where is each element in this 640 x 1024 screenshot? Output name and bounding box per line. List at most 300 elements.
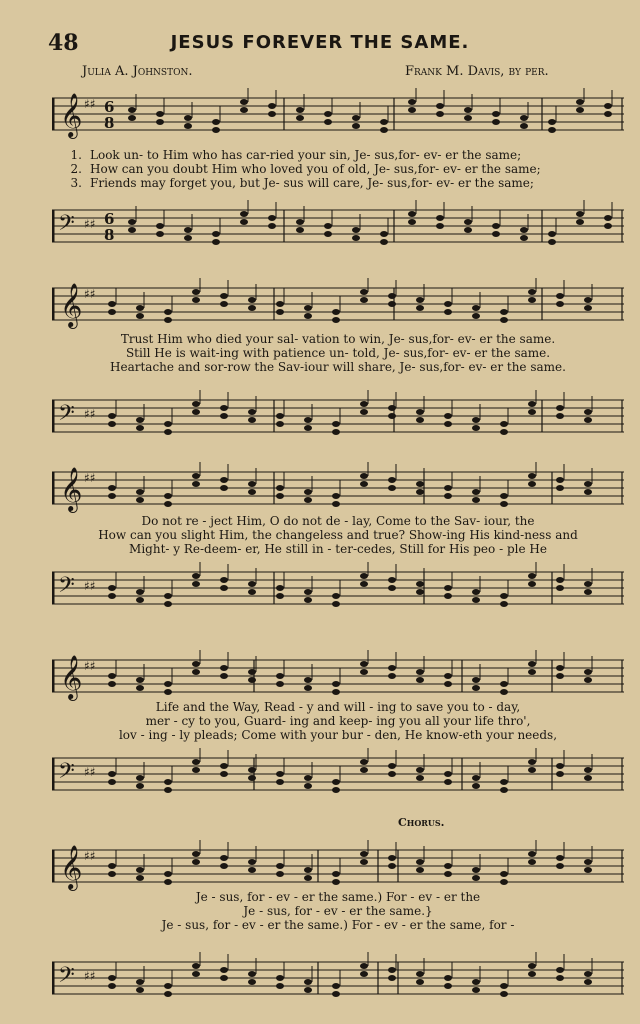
note-head xyxy=(248,489,256,495)
note-head xyxy=(164,317,172,323)
lyric-text: Life and the Way, Read - y and will - ing to save you to - day, xyxy=(155,700,521,714)
note-head xyxy=(220,763,228,769)
note-head xyxy=(416,669,424,675)
note-head xyxy=(192,297,200,303)
note-head xyxy=(276,421,284,427)
note-head xyxy=(416,305,424,311)
note-head xyxy=(108,863,116,869)
note-head xyxy=(556,405,564,411)
treble-staff xyxy=(52,278,624,338)
note-head xyxy=(220,975,228,981)
note-head xyxy=(268,111,276,117)
note-head xyxy=(220,413,228,419)
note-head xyxy=(192,661,200,667)
note-head xyxy=(304,987,312,993)
note-head xyxy=(500,593,508,599)
note-head xyxy=(164,601,172,607)
note-head xyxy=(472,313,480,319)
sharp-icon: ♯♯ xyxy=(84,217,96,231)
note-head xyxy=(556,673,564,679)
lyric-text: Look un- to Him who has car-ried your sin, Je- sus,for- ev- er the same; xyxy=(90,148,522,162)
note-head xyxy=(528,573,536,579)
note-head xyxy=(156,119,164,125)
bass-staff xyxy=(52,390,624,450)
note-head xyxy=(472,685,480,691)
note-head xyxy=(108,871,116,877)
note-head xyxy=(556,863,564,869)
treble-clef-icon: 𝄞 xyxy=(60,845,83,889)
note-head xyxy=(192,759,200,765)
bass-clef-icon: 𝄢 xyxy=(58,963,75,993)
time-signature-icon: 8 xyxy=(104,226,115,244)
note-head xyxy=(416,409,424,415)
note-head xyxy=(220,967,228,973)
note-head xyxy=(548,127,556,133)
note-head xyxy=(192,971,200,977)
note-head xyxy=(332,429,340,435)
note-head xyxy=(136,867,144,873)
note-head xyxy=(136,313,144,319)
note-head xyxy=(492,111,500,117)
note-head xyxy=(500,991,508,997)
note-head xyxy=(220,673,228,679)
lyric-text: Do not re - ject Him, O do not de - lay, Come to the Sav- iour, the xyxy=(141,514,535,528)
verse-number: 2. xyxy=(70,162,82,176)
time-signature-icon: 6 xyxy=(104,210,115,228)
note-head xyxy=(388,673,396,679)
note-head xyxy=(268,103,276,109)
note-head xyxy=(436,223,444,229)
note-head xyxy=(436,215,444,221)
note-head xyxy=(156,231,164,237)
note-head xyxy=(584,489,592,495)
note-head xyxy=(268,215,276,221)
note-head xyxy=(136,305,144,311)
note-head xyxy=(136,979,144,985)
note-head xyxy=(276,585,284,591)
note-head xyxy=(444,863,452,869)
note-head xyxy=(164,879,172,885)
note-head xyxy=(528,661,536,667)
note-head xyxy=(584,305,592,311)
note-head xyxy=(332,601,340,607)
note-head xyxy=(360,297,368,303)
note-head xyxy=(108,681,116,687)
note-head xyxy=(576,219,584,225)
bass-staff xyxy=(52,200,624,260)
note-head xyxy=(248,677,256,683)
note-head xyxy=(296,115,304,121)
note-head xyxy=(556,577,564,583)
note-head xyxy=(332,879,340,885)
note-head xyxy=(248,775,256,781)
note-head xyxy=(164,501,172,507)
note-head xyxy=(276,975,284,981)
note-head xyxy=(248,297,256,303)
note-head xyxy=(528,401,536,407)
note-head xyxy=(388,855,396,861)
note-head xyxy=(444,585,452,591)
note-head xyxy=(576,211,584,217)
note-head xyxy=(304,867,312,873)
note-head xyxy=(192,767,200,773)
note-head xyxy=(108,493,116,499)
note-head xyxy=(416,677,424,683)
note-head xyxy=(248,867,256,873)
treble-clef-icon: 𝄞 xyxy=(60,655,83,699)
note-head xyxy=(360,401,368,407)
note-head xyxy=(164,871,172,877)
bass-clef-icon: 𝄢 xyxy=(58,573,75,603)
note-head xyxy=(164,493,172,499)
note-head xyxy=(220,855,228,861)
note-head xyxy=(248,481,256,487)
note-head xyxy=(304,425,312,431)
note-head xyxy=(604,111,612,117)
note-head xyxy=(388,967,396,973)
note-head xyxy=(108,593,116,599)
note-head xyxy=(500,493,508,499)
note-head xyxy=(416,971,424,977)
note-head xyxy=(584,971,592,977)
note-head xyxy=(472,417,480,423)
note-head xyxy=(240,107,248,113)
note-head xyxy=(332,871,340,877)
note-head xyxy=(192,401,200,407)
note-head xyxy=(584,297,592,303)
note-head xyxy=(472,783,480,789)
note-head xyxy=(352,115,360,121)
note-head xyxy=(388,477,396,483)
note-head xyxy=(212,231,220,237)
note-head xyxy=(528,767,536,773)
note-head xyxy=(332,317,340,323)
note-head xyxy=(472,875,480,881)
note-head xyxy=(304,489,312,495)
note-head xyxy=(528,581,536,587)
chorus-label: Chorus. xyxy=(398,816,445,829)
note-head xyxy=(388,771,396,777)
note-head xyxy=(136,685,144,691)
note-head xyxy=(604,103,612,109)
note-head xyxy=(276,863,284,869)
note-head xyxy=(388,293,396,299)
note-head xyxy=(500,787,508,793)
note-head xyxy=(556,413,564,419)
note-head xyxy=(304,783,312,789)
page-number: 48 xyxy=(48,30,79,56)
note-head xyxy=(528,669,536,675)
note-head xyxy=(360,971,368,977)
note-head xyxy=(276,493,284,499)
note-head xyxy=(528,851,536,857)
note-head xyxy=(332,681,340,687)
note-head xyxy=(164,689,172,695)
note-head xyxy=(556,477,564,483)
lyric-text: Je - sus, for - ev - er the same.) For - ev - er the same, for - xyxy=(161,918,515,932)
note-head xyxy=(436,103,444,109)
note-head xyxy=(192,851,200,857)
note-head xyxy=(500,429,508,435)
note-head xyxy=(136,677,144,683)
note-head xyxy=(444,421,452,427)
note-head xyxy=(584,409,592,415)
note-head xyxy=(184,227,192,233)
lyricist-credit: Julia A. Johnston. xyxy=(82,64,193,79)
note-head xyxy=(408,107,416,113)
note-head xyxy=(388,301,396,307)
note-head xyxy=(248,409,256,415)
note-head xyxy=(360,661,368,667)
sharp-icon: ♯♯ xyxy=(84,659,96,673)
note-head xyxy=(304,677,312,683)
note-head xyxy=(444,871,452,877)
note-head xyxy=(584,867,592,873)
note-head xyxy=(576,99,584,105)
treble-clef-icon: 𝄞 xyxy=(60,467,83,511)
note-head xyxy=(584,767,592,773)
note-head xyxy=(360,669,368,675)
lyric-text: lov - ing - ly pleads; Come with your bur - den, He know-eth your needs, xyxy=(118,728,558,742)
lyric-text: Heartache and sor-row the Sav-iour will share, Je- sus,for- ev- er the same. xyxy=(110,360,566,374)
note-head xyxy=(444,485,452,491)
time-signature-icon: 6 xyxy=(104,98,115,116)
note-head xyxy=(276,779,284,785)
note-head xyxy=(220,301,228,307)
sharp-icon: ♯♯ xyxy=(84,849,96,863)
sharp-icon: ♯♯ xyxy=(84,287,96,301)
note-head xyxy=(164,779,172,785)
note-head xyxy=(528,971,536,977)
note-head xyxy=(500,421,508,427)
note-head xyxy=(464,115,472,121)
sharp-icon: ♯♯ xyxy=(84,97,96,111)
note-head xyxy=(164,983,172,989)
note-head xyxy=(324,119,332,125)
note-head xyxy=(548,119,556,125)
note-head xyxy=(604,223,612,229)
note-head xyxy=(108,983,116,989)
note-head xyxy=(556,665,564,671)
note-head xyxy=(304,979,312,985)
treble-staff xyxy=(52,462,624,522)
note-head xyxy=(276,309,284,315)
note-head xyxy=(332,421,340,427)
note-head xyxy=(380,119,388,125)
note-head xyxy=(584,979,592,985)
note-head xyxy=(248,581,256,587)
bass-clef-icon: 𝄢 xyxy=(58,759,75,789)
note-head xyxy=(248,417,256,423)
note-head xyxy=(220,477,228,483)
note-head xyxy=(472,597,480,603)
note-head xyxy=(380,231,388,237)
note-head xyxy=(332,309,340,315)
note-head xyxy=(220,665,228,671)
note-head xyxy=(388,763,396,769)
lyric-text: How can you slight Him, the changeless and true? Show-ing His kind-ness and xyxy=(98,528,578,542)
note-head xyxy=(492,231,500,237)
note-head xyxy=(360,963,368,969)
note-head xyxy=(136,597,144,603)
note-head xyxy=(444,413,452,419)
note-head xyxy=(388,413,396,419)
note-head xyxy=(492,223,500,229)
note-head xyxy=(556,855,564,861)
note-head xyxy=(520,235,528,241)
note-head xyxy=(416,867,424,873)
note-head xyxy=(248,305,256,311)
sharp-icon: ♯♯ xyxy=(84,579,96,593)
note-head xyxy=(276,681,284,687)
note-head xyxy=(184,115,192,121)
note-head xyxy=(408,99,416,105)
note-head xyxy=(324,111,332,117)
note-head xyxy=(388,975,396,981)
note-head xyxy=(192,409,200,415)
note-head xyxy=(436,111,444,117)
note-head xyxy=(164,681,172,687)
note-head xyxy=(276,593,284,599)
note-head xyxy=(164,991,172,997)
note-head xyxy=(360,767,368,773)
note-head xyxy=(128,227,136,233)
lyric-text: Trust Him who died your sal- vation to win, Je- sus,for- ev- er the same. xyxy=(120,332,556,346)
note-head xyxy=(472,979,480,985)
note-head xyxy=(108,673,116,679)
note-head xyxy=(556,967,564,973)
note-head xyxy=(164,593,172,599)
note-head xyxy=(360,573,368,579)
note-head xyxy=(520,123,528,129)
sharp-icon: ♯♯ xyxy=(84,969,96,983)
note-head xyxy=(276,983,284,989)
note-head xyxy=(184,235,192,241)
note-head xyxy=(416,489,424,495)
note-head xyxy=(108,301,116,307)
note-head xyxy=(220,293,228,299)
note-head xyxy=(212,127,220,133)
note-head xyxy=(128,115,136,121)
note-head xyxy=(388,577,396,583)
note-head xyxy=(332,787,340,793)
lyric-text: How can you doubt Him who loved you of old, Je- sus,for- ev- er the same; xyxy=(90,162,541,176)
note-head xyxy=(324,231,332,237)
note-head xyxy=(444,681,452,687)
lyric-text: Still He is wait-ing with patience un- told, Je- sus,for- ev- er the same. xyxy=(125,346,551,360)
note-head xyxy=(472,305,480,311)
lyric-text: Might- y Re-deem- er, He still in - ter-cedes, Still for His peo - ple He xyxy=(129,542,547,556)
note-head xyxy=(296,107,304,113)
note-head xyxy=(240,219,248,225)
note-head xyxy=(556,293,564,299)
note-head xyxy=(108,779,116,785)
note-head xyxy=(304,305,312,311)
note-head xyxy=(584,417,592,423)
note-head xyxy=(464,107,472,113)
note-head xyxy=(332,593,340,599)
note-head xyxy=(528,859,536,865)
note-head xyxy=(556,585,564,591)
note-head xyxy=(164,429,172,435)
treble-clef-icon: 𝄞 xyxy=(60,283,83,327)
note-head xyxy=(388,485,396,491)
note-head xyxy=(528,409,536,415)
note-head xyxy=(604,215,612,221)
note-head xyxy=(584,677,592,683)
note-head xyxy=(108,421,116,427)
note-head xyxy=(220,863,228,869)
note-head xyxy=(388,863,396,869)
note-head xyxy=(136,489,144,495)
hymn-title: JESUS FOREVER THE SAME. xyxy=(170,32,470,53)
note-head xyxy=(136,875,144,881)
note-head xyxy=(416,979,424,985)
note-head xyxy=(500,317,508,323)
note-head xyxy=(248,767,256,773)
lyric-text: Je - sus, for - ev - er the same.} xyxy=(243,904,433,918)
note-head xyxy=(388,665,396,671)
note-head xyxy=(136,783,144,789)
note-head xyxy=(360,759,368,765)
note-head xyxy=(248,859,256,865)
bass-staff xyxy=(52,748,624,808)
note-head xyxy=(416,417,424,423)
note-head xyxy=(500,983,508,989)
note-head xyxy=(500,779,508,785)
note-head xyxy=(108,975,116,981)
note-head xyxy=(128,219,136,225)
note-head xyxy=(192,481,200,487)
note-head xyxy=(416,481,424,487)
note-head xyxy=(500,681,508,687)
note-head xyxy=(416,775,424,781)
note-head xyxy=(352,227,360,233)
note-head xyxy=(380,127,388,133)
note-head xyxy=(276,301,284,307)
note-head xyxy=(416,589,424,595)
note-head xyxy=(192,289,200,295)
note-head xyxy=(360,851,368,857)
note-head xyxy=(248,979,256,985)
note-head xyxy=(528,481,536,487)
note-head xyxy=(220,585,228,591)
note-head xyxy=(304,589,312,595)
note-head xyxy=(332,689,340,695)
sharp-icon: ♯♯ xyxy=(84,471,96,485)
note-head xyxy=(472,425,480,431)
note-head xyxy=(164,309,172,315)
note-head xyxy=(136,425,144,431)
note-head xyxy=(444,593,452,599)
note-head xyxy=(360,473,368,479)
note-head xyxy=(304,497,312,503)
note-head xyxy=(444,779,452,785)
note-head xyxy=(360,409,368,415)
note-head xyxy=(520,115,528,121)
note-head xyxy=(108,585,116,591)
note-head xyxy=(192,963,200,969)
note-head xyxy=(520,227,528,233)
note-head xyxy=(276,413,284,419)
note-head xyxy=(240,211,248,217)
note-head xyxy=(528,289,536,295)
note-head xyxy=(128,107,136,113)
note-head xyxy=(416,859,424,865)
note-head xyxy=(192,473,200,479)
note-head xyxy=(268,223,276,229)
note-head xyxy=(332,779,340,785)
